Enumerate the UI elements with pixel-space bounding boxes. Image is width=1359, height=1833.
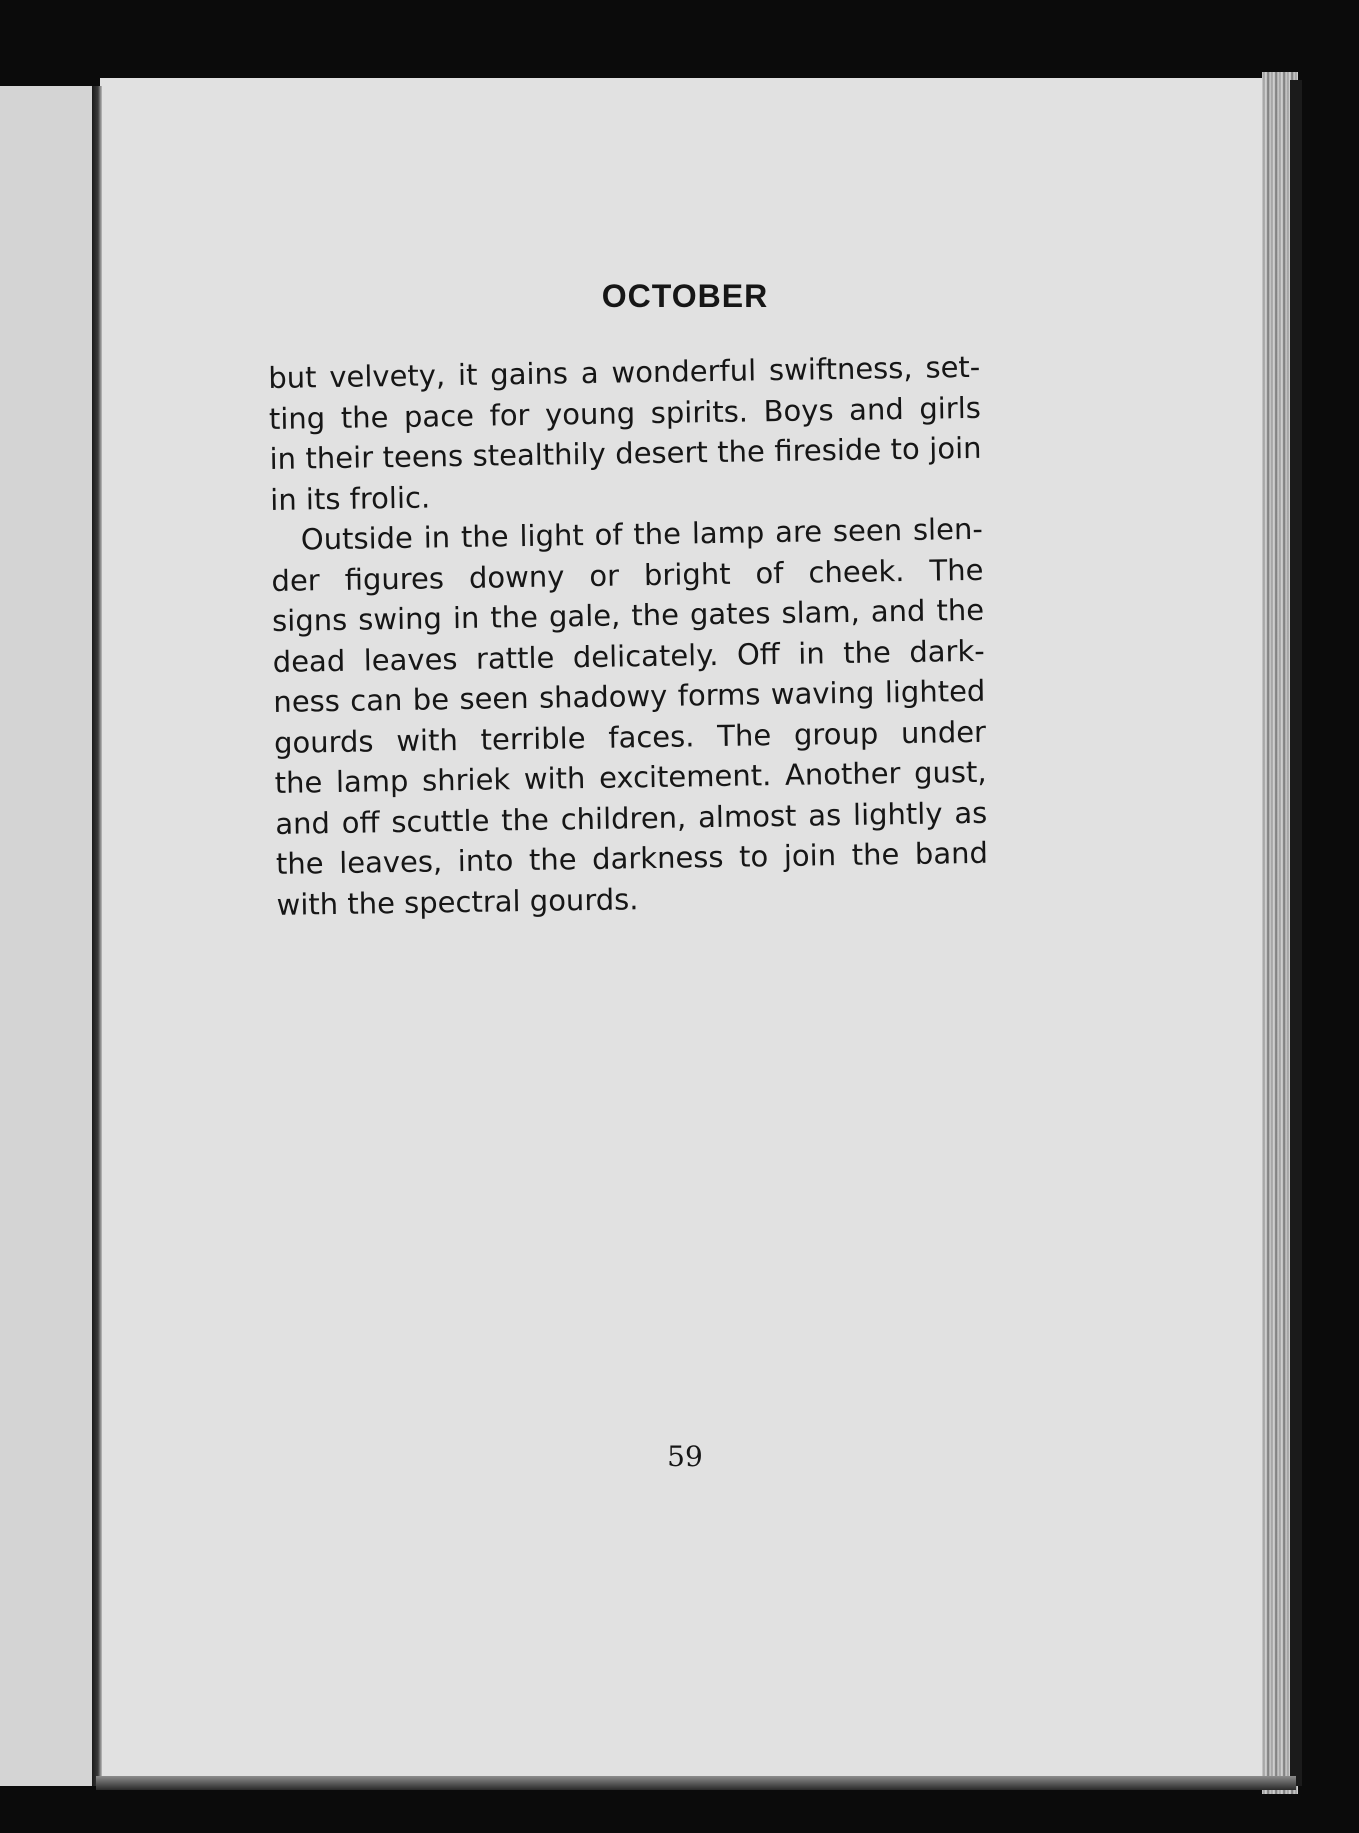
text-line: ting the pace for young spirits. Boys and girls bbox=[268, 390, 982, 436]
paragraph bbox=[271, 509, 989, 925]
text-line: gourds with terrible faces. The group under bbox=[273, 714, 987, 760]
binding-gutter bbox=[92, 86, 102, 1786]
body-text bbox=[268, 347, 989, 925]
text-line: and off scuttle the children, almost as lightly as bbox=[275, 795, 988, 841]
text-line: dead leaves rattle delicately. Off in the dark- bbox=[272, 633, 985, 679]
text-line: the lamp shriek with excitement. Another gust, bbox=[274, 754, 987, 800]
text-line: the leaves, into the darkness to join the band bbox=[275, 835, 989, 881]
cover-edge bbox=[1290, 80, 1302, 1786]
book-page bbox=[100, 78, 1270, 1790]
text-line: but velvety, it gains a wonderful swiftness, set- bbox=[268, 349, 981, 395]
paragraph bbox=[268, 347, 982, 520]
text-line: der figures downy or bright of cheek. The bbox=[271, 552, 984, 598]
text-line: Outside in the light of the lamp are seen slen- bbox=[300, 511, 984, 557]
facing-page-edge bbox=[0, 86, 96, 1786]
page-bottom-shadow bbox=[96, 1776, 1296, 1790]
text-line: signs swing in the gale, the gates slam, and the bbox=[271, 592, 985, 638]
text-line: with the spectral gourds. bbox=[276, 881, 639, 922]
text-line: in its frolic. bbox=[269, 479, 431, 517]
text-line: in their teens stealthily desert the fireside to join bbox=[269, 430, 982, 476]
page-number: 59 bbox=[667, 1440, 703, 1473]
text-line: ness can be seen shadowy forms waving lighted bbox=[273, 673, 986, 719]
running-head: OCTOBER bbox=[601, 278, 769, 314]
